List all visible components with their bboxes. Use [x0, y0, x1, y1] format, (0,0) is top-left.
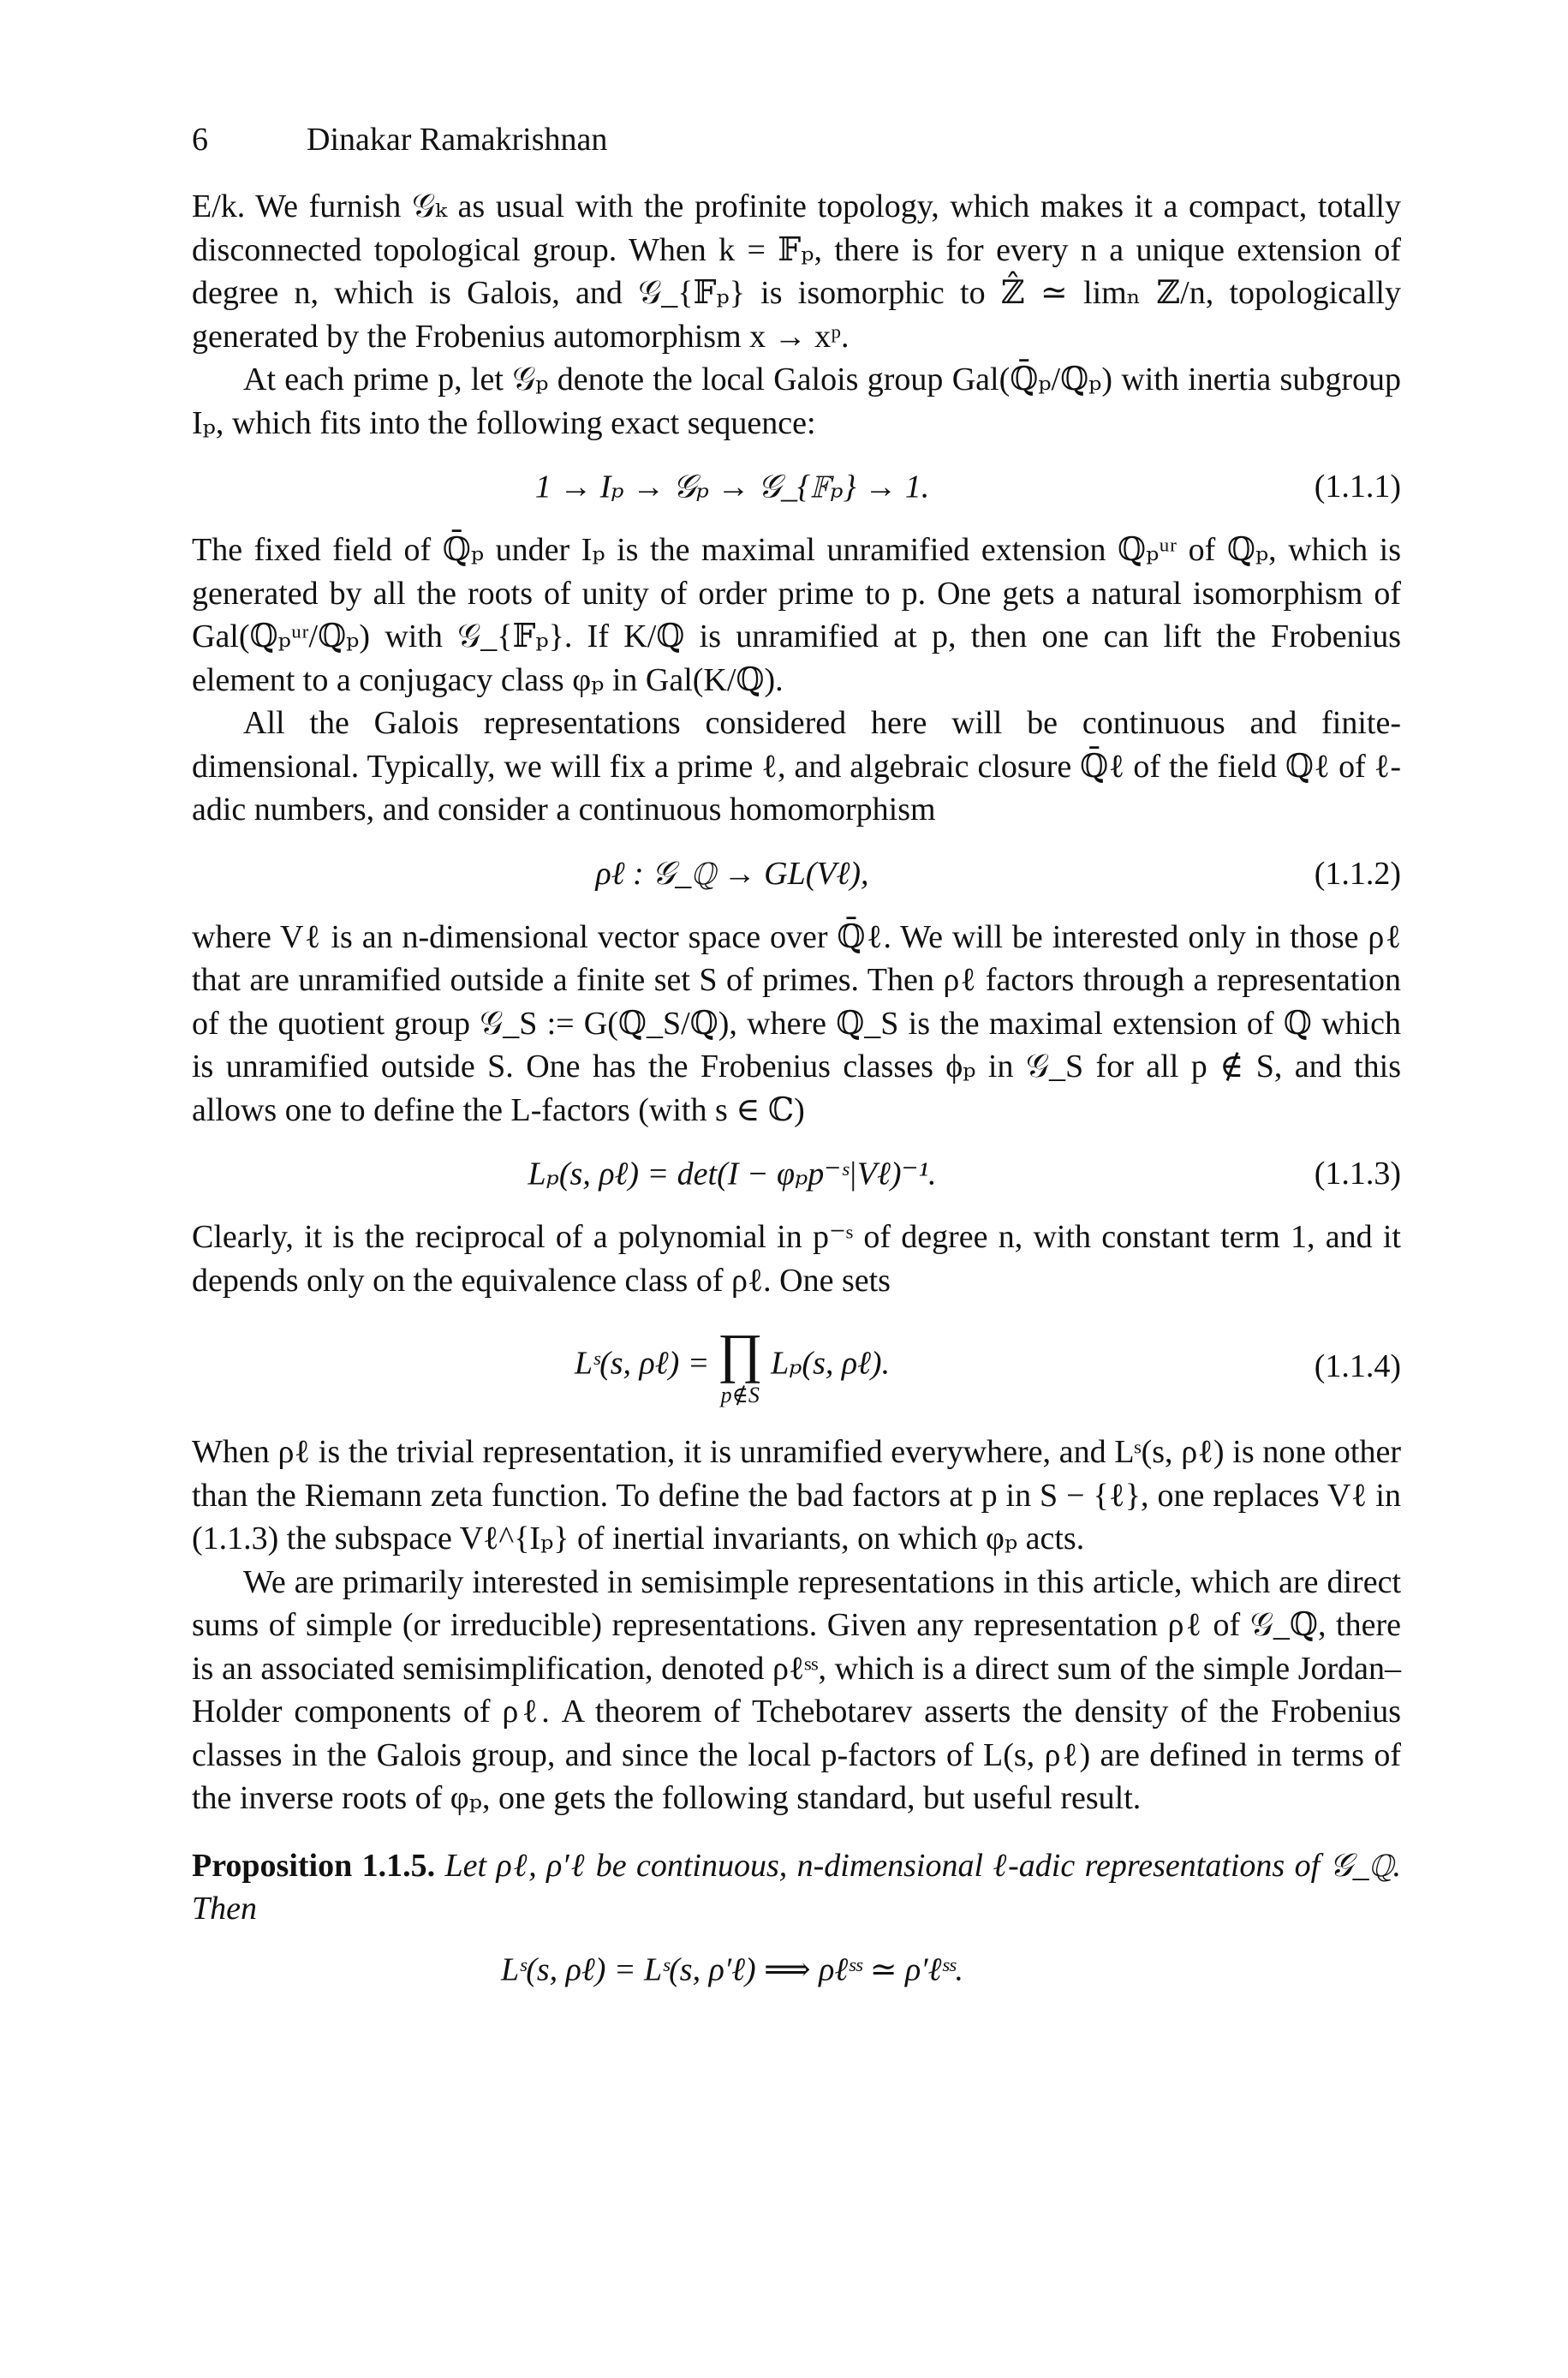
paragraph-5: where Vℓ is an n-dimensional vector space over ℚ̄ℓ. We will be interested only in those ρℓ that are unramified outside a finite set S of primes. Then ρℓ factors through a representation of the quotient group 𝒢_S := G(ℚ_S/ℚ), where ℚ_S is the maximal extension of ℚ which is unramified outside S. One has the Frobenius classes ϕₚ in 𝒢_S for all p ∉ S, and this allows one to define the L-factors (with s ∈ ℂ): [192, 918, 1401, 1128]
author-name: Dinakar Ramakrishnan: [307, 122, 608, 158]
equation-1-1-2: [192, 832, 1401, 916]
paragraph-2: At each prime p, let 𝒢ₚ denote the local Galois group Gal(ℚ̄ₚ/ℚₚ) with inertia subgroup Iₚ, which fits into the following exact sequence:: [192, 361, 1401, 441]
proposition-body: Let ρℓ, ρ′ℓ be continuous, n-dimensional ℓ-adic representations of 𝒢_ℚ. Then: [192, 1847, 1402, 1927]
proposition-equation: [192, 1931, 1401, 2008]
product-subscript: p∉S: [720, 1383, 760, 1407]
product-symbol: ∏: [717, 1323, 763, 1383]
equation-1-1-4: [192, 1302, 1401, 1431]
page-number: 6: [192, 122, 208, 158]
paragraph-8: We are primarily interested in semisimple representations in this article, which are direct sums of simple (or irreducible) representations. Given any representation ρℓ of 𝒢_ℚ, there is an associated semisimplification, denoted ρℓˢˢ, which is a direct sum of the simple Jordan–Holder components of ρℓ. A theorem of Tchebotarev asserts the density of the Frobenius classes in the Galois group, and since the local p-factors of L(s, ρℓ) are defined in terms of the inverse roots of φₚ, one gets the following standard, but useful result.: [192, 1563, 1401, 1816]
paragraph-6: Clearly, it is the reciprocal of a polynomial in p⁻ˢ of degree n, with constant term 1, and it depends only on the equivalence class of ρℓ. One sets: [192, 1219, 1401, 1299]
equation-body: 1 → Iₚ → 𝒢ₚ → 𝒢_{𝔽ₚ} → 1.: [534, 469, 930, 505]
proposition-1-1-5: [192, 1844, 1401, 1931]
equation-number: (1.1.1): [1314, 469, 1401, 505]
product-operator: [717, 1323, 763, 1407]
equation-number: (1.1.3): [1314, 1156, 1401, 1192]
running-head: [192, 118, 1401, 161]
equation-number: (1.1.2): [1314, 855, 1401, 892]
equation-body: ρℓ : 𝒢_ℚ → GL(Vℓ),: [595, 855, 869, 892]
paragraph-7: When ρℓ is the trivial representation, it is unramified everywhere, and Lˢ(s, ρℓ) is none other than the Riemann zeta function. To define the bad factors at p in S − {ℓ}, one replaces Vℓ in (1.1.3) the subspace Vℓ^{Iₚ} of inertial invariants, on which φₚ acts.: [192, 1434, 1401, 1556]
equation-body: [192, 1323, 1273, 1407]
equation-body: Lˢ(s, ρℓ) = Lˢ(s, ρ′ℓ) ⟹ ρℓˢˢ ≃ ρ′ℓˢˢ.: [501, 1951, 963, 1987]
proposition-heading: Proposition 1.1.5.: [192, 1847, 436, 1884]
paragraph-4: All the Galois representations considered here will be continuous and finite-dimensional. Typically, we will fix a prime ℓ, and algebraic closure ℚ̄ℓ of the field ℚℓ of ℓ-adic numbers, and consider a continuous homomorphism: [192, 705, 1401, 828]
paragraph-1: E/k. We furnish 𝒢ₖ as usual with the profinite topology, which makes it a compact, totally disconnected topological group. When k = 𝔽ₚ, there is for every n a unique extension of degree n, which is Galois, and 𝒢_{𝔽ₚ} is isomorphic to ℤ̂ ≃ limₙ ℤ/n, topologically generated by the Frobenius automorphism x → xᵖ.: [192, 188, 1401, 355]
paragraph-3: The fixed field of ℚ̄ₚ under Iₚ is the maximal unramified extension ℚₚᵘʳ of ℚₚ, which is generated by all the roots of unity of order prime to p. One gets a natural isomorphism of Gal(ℚₚᵘʳ/ℚₚ) with 𝒢_{𝔽ₚ}. If K/ℚ is unramified at p, then one can lift the Frobenius element to a conjugacy class φₚ in Gal(K/ℚ).: [192, 532, 1401, 698]
equation-body: Lₚ(s, ρℓ) = det(I − φₚp⁻ˢ|Vℓ)⁻¹.: [528, 1156, 937, 1192]
page: [192, 118, 1401, 2008]
equation-1-1-3: [192, 1132, 1401, 1216]
equation-rhs: Lₚ(s, ρℓ).: [762, 1345, 891, 1382]
equation-1-1-1: [192, 445, 1401, 529]
equation-number: (1.1.4): [1314, 1348, 1401, 1384]
equation-lhs: Lˢ(s, ρℓ) =: [574, 1345, 718, 1382]
